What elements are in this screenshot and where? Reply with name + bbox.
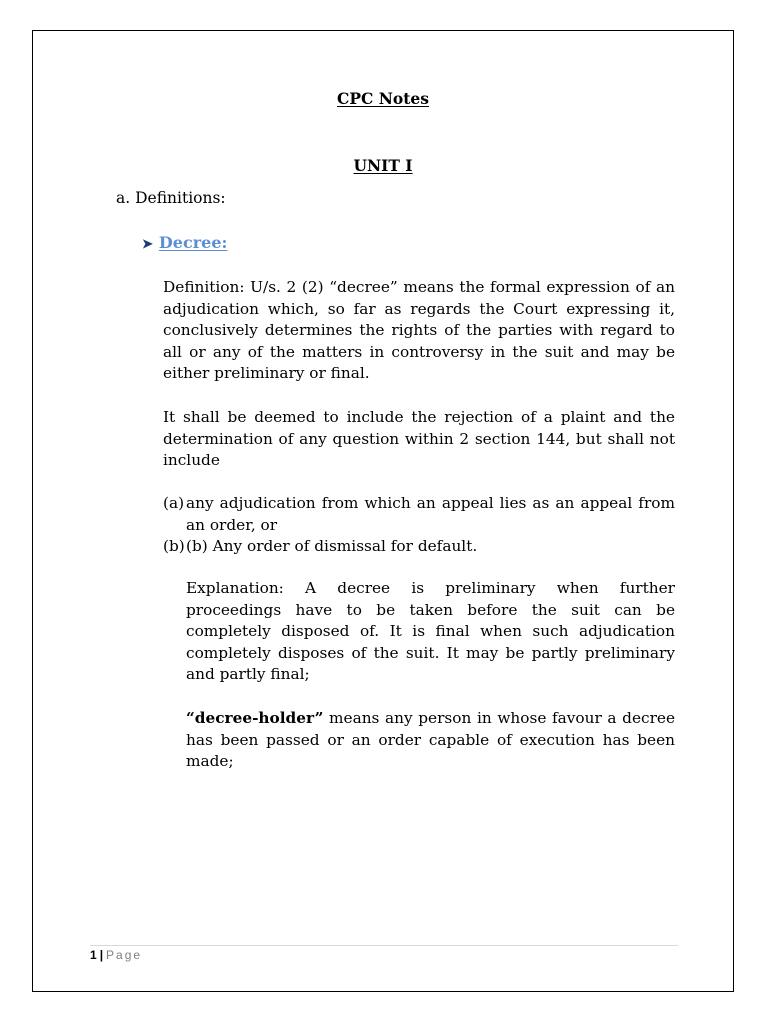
- term-heading-label: Decree:: [158, 233, 228, 252]
- decree-holder-term: “decree-holder”: [186, 709, 324, 727]
- term-heading: [142, 233, 227, 252]
- unit-title: UNIT I: [353, 156, 413, 175]
- footer-separator: |: [99, 948, 104, 962]
- arrow-bullet-icon: ➤: [142, 237, 153, 252]
- explanation-paragraph: Explanation: A decree is preliminary when further proceedings have to be taken before the suit can be completely disposed of. It is final when such adjudication completely disposes of the suit. It may be partly preliminary and partly final;: [186, 579, 675, 684]
- decree-holder-text: means any person in whose favour a decree has been passed or an order capable of execution has been made;: [186, 709, 675, 771]
- list-item-text: any adjudication from which an appeal lies as an appeal from an order, or: [186, 494, 675, 534]
- list-item-label: (a): [163, 494, 185, 512]
- document-title: CPC Notes: [337, 89, 429, 108]
- page-number: 1: [90, 948, 97, 962]
- page-word: Page: [106, 948, 143, 962]
- deemed-paragraph: It shall be deemed to include the rejection of a plaint and the determination of any question within 2 section 144, but shall not include: [163, 408, 675, 470]
- list-item: [163, 536, 675, 558]
- exclusion-list: [163, 493, 675, 558]
- definition-paragraph: Definition: U/s. 2 (2) “decree” means the formal expression of an adjudication which, so far as regards the Court expressing it, conclusively determines the rights of the parties with regard to all or any of the matters in controversy in the suit and may be either preliminary or final.: [163, 278, 675, 383]
- footer-divider: [90, 945, 678, 946]
- list-item-text: (b) Any order of dismissal for default.: [186, 537, 478, 556]
- decree-holder-paragraph: [186, 708, 675, 773]
- list-item: [163, 493, 675, 536]
- section-heading: a. Definitions:: [116, 189, 226, 207]
- list-item-label: (b): [163, 537, 185, 556]
- page-footer: [90, 948, 142, 962]
